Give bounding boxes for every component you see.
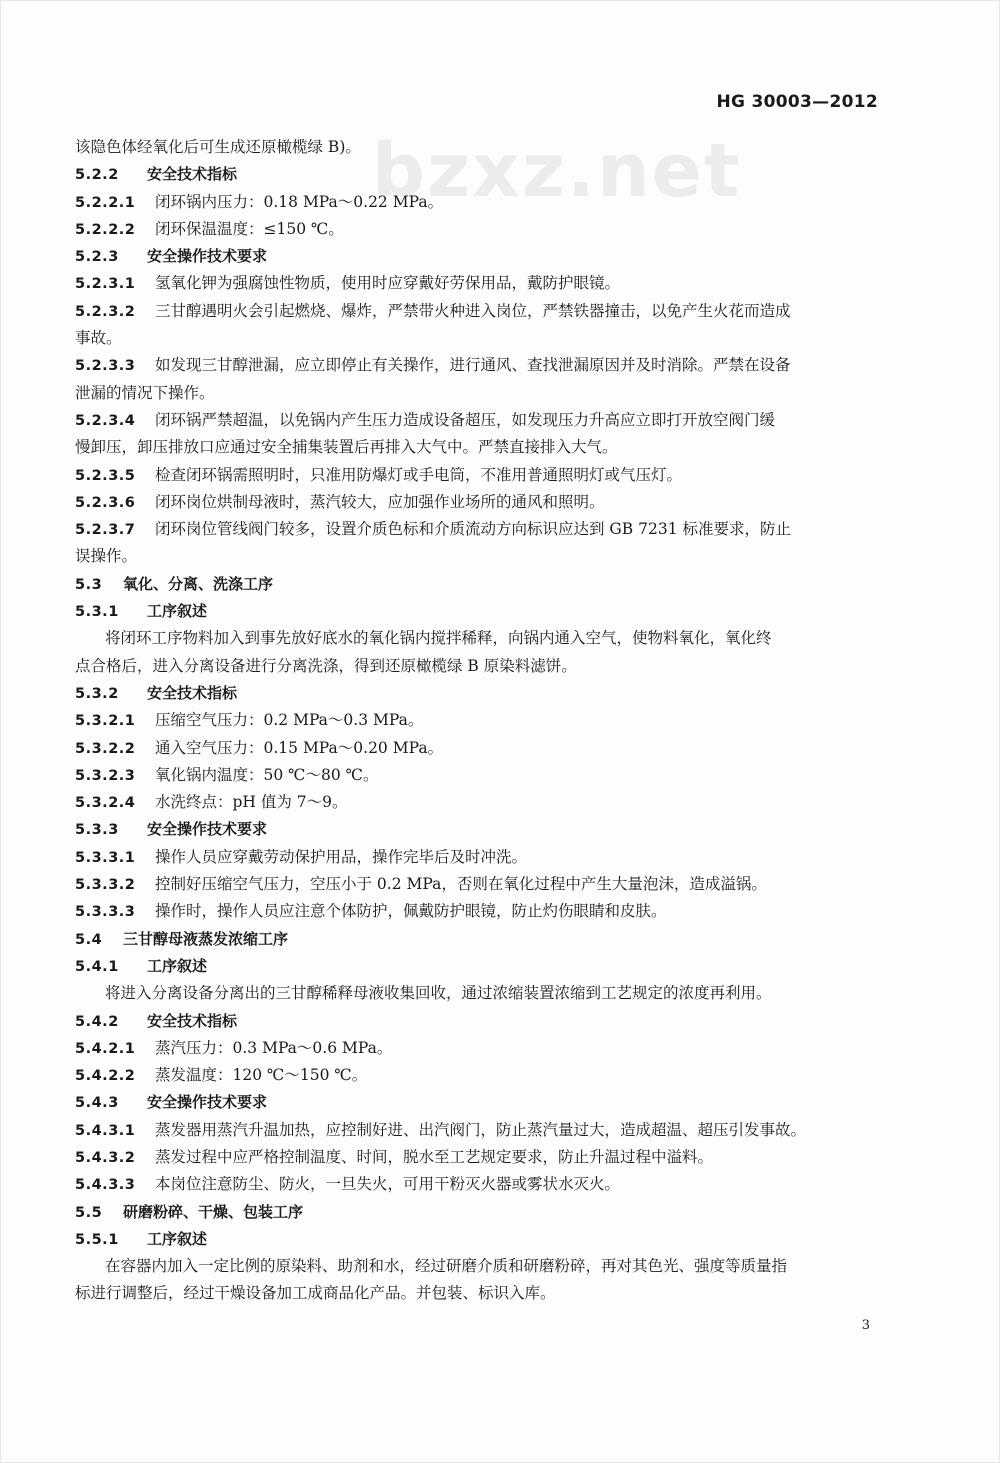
clause-line: 5.3.2.4 水洗终点：pH 值为 7～9。 bbox=[75, 789, 879, 816]
heading-text: 安全技术指标 bbox=[147, 165, 238, 184]
clause-line: 5.3.2.3 氧化锅内温度：50 ℃～80 ℃。 bbox=[75, 762, 879, 789]
clause-number: 5.2.3 bbox=[75, 249, 119, 266]
heading-text: 安全操作技术要求 bbox=[147, 247, 268, 266]
heading-text: 工序叙述 bbox=[147, 956, 208, 975]
clause-number: 5.3.3 bbox=[75, 822, 119, 839]
heading-text: 安全操作技术要求 bbox=[147, 1093, 268, 1112]
heading-text: 安全技术指标 bbox=[147, 1011, 238, 1030]
paragraph-line: 点合格后，进入分离设备进行分离洗涤，得到还原橄榄绿 B 原染料滤饼。 bbox=[75, 656, 577, 675]
paragraph-line: 该隐色体经氧化后可生成还原橄榄绿 B)。 bbox=[75, 138, 361, 156]
heading-text: 工序叙述 bbox=[147, 1229, 208, 1248]
clause-line: 5.3.2.2 通入空气压力：0.15 MPa～0.20 MPa。 bbox=[75, 735, 879, 762]
clause-line: 5.4.3.2 蒸发过程中应严格控制温度、时间，脱水至工艺规定要求，防止升温过程中溢料。 bbox=[75, 1144, 879, 1171]
clause-line: 5.3.3.3 操作时，操作人员应注意个体防护，佩戴防护眼镜，防止灼伤眼睛和皮肤。 bbox=[75, 898, 879, 925]
clause-line: 5.2.3.3 如发现三甘醇泄漏，应立即停止有关操作，进行通风、查找泄漏原因并及时消除。严禁在设备 bbox=[75, 352, 879, 379]
subsection-heading bbox=[75, 680, 879, 707]
section-heading bbox=[75, 1199, 879, 1226]
clause-number: 5.3.1 bbox=[75, 604, 119, 621]
clause-number: 5.3.3.1 bbox=[75, 849, 136, 866]
clause-number: 5.2.2.1 bbox=[75, 194, 136, 211]
section-number: 5.3 bbox=[75, 576, 103, 593]
clause-number: 5.3.2.3 bbox=[75, 767, 136, 784]
clause-line: 5.3.3.2 控制好压缩空气压力，空压小于 0.2 MPa，否则在氧化过程中产生大量泡沫，造成溢锅。 bbox=[75, 871, 879, 898]
paragraph-line: 将进入分离设备分离出的三甘醇稀释母液收集回收，通过浓缩装置浓缩到工艺规定的浓度再利用。 bbox=[105, 984, 772, 1003]
clause-number: 5.2.3.2 bbox=[75, 303, 136, 320]
subsection-heading bbox=[75, 1008, 879, 1035]
section-heading bbox=[75, 926, 879, 953]
paragraph-line: 泄漏的情况下操作。 bbox=[75, 383, 215, 402]
clause-line: 5.4.2.2 蒸发温度：120 ℃～150 ℃。 bbox=[75, 1062, 879, 1089]
clause-number: 5.4.3.2 bbox=[75, 1149, 136, 1166]
subsection-heading bbox=[75, 1089, 879, 1116]
paragraph-line: 慢卸压，卸压排放口应通过安全捕集装置后再排入大气中。严禁直接排入大气。 bbox=[75, 438, 618, 457]
clause-number: 5.5.1 bbox=[75, 1231, 119, 1248]
clause-number: 5.3.2.4 bbox=[75, 795, 136, 812]
clause-number: 5.2.2 bbox=[75, 167, 119, 184]
clause-number: 5.4.2 bbox=[75, 1013, 119, 1030]
clause-number: 5.2.3.5 bbox=[75, 467, 136, 484]
subsection-heading bbox=[75, 1226, 879, 1253]
paragraph-line: 在容器内加入一定比例的原染料、助剂和水，经过研磨介质和研磨粉碎，再对其色光、强度等质量指 bbox=[105, 1257, 788, 1276]
clause-number: 5.2.3.1 bbox=[75, 276, 136, 293]
clause-line: 5.3.2.1 压缩空气压力：0.2 MPa～0.3 MPa。 bbox=[75, 707, 879, 734]
clause-number: 5.2.3.6 bbox=[75, 494, 136, 511]
clause-line: 5.2.3.5 检查闭环锅需照明时，只准用防爆灯或手电筒，不准用普通照明灯或气压灯。 bbox=[75, 462, 879, 489]
clause-number: 5.4.2.1 bbox=[75, 1040, 136, 1057]
clause-line: 5.2.3.1 氢氧化钾为强腐蚀性物质，使用时应穿戴好劳保用品，戴防护眼镜。 bbox=[75, 270, 879, 297]
paragraph-line: 事故。 bbox=[75, 329, 122, 348]
subsection-heading bbox=[75, 816, 879, 843]
clause-line: 5.2.3.2 三甘醇遇明火会引起燃烧、爆炸，严禁带火种进入岗位，严禁铁器撞击，以免产生火花而造成 bbox=[75, 298, 879, 325]
clause-number: 5.4.2.2 bbox=[75, 1068, 136, 1085]
heading-text: 安全操作技术要求 bbox=[147, 820, 268, 839]
clause-number: 5.3.2.2 bbox=[75, 740, 136, 757]
clause-line: 5.2.2.1 闭环锅内压力：0.18 MPa～0.22 MPa。 bbox=[75, 189, 879, 216]
clause-line: 5.2.3.4 闭环锅严禁超温，以免锅内产生压力造成设备超压，如发现压力升高应立即打开放空阀门缓 bbox=[75, 407, 879, 434]
heading-text: 三甘醇母液蒸发浓缩工序 bbox=[123, 929, 289, 948]
clause-line: 5.4.3.3 本岗位注意防尘、防火，一旦失火，可用干粉灭火器或雾状水灭火。 bbox=[75, 1171, 879, 1198]
section-number: 5.5 bbox=[75, 1204, 103, 1221]
clause-line: 5.2.3.7 闭环岗位管线阀门较多，设置介质色标和介质流动方向标识应达到 GB 7231 标准要求，防止 bbox=[75, 516, 879, 543]
clause-number: 5.3.2 bbox=[75, 685, 119, 702]
clause-number: 5.4.3.3 bbox=[75, 1177, 136, 1194]
watermark: bzxz.net bbox=[372, 128, 742, 214]
clause-number: 5.2.3.3 bbox=[75, 358, 136, 375]
clause-number: 5.4.1 bbox=[75, 958, 119, 975]
section-number: 5.4 bbox=[75, 931, 103, 948]
clause-number: 5.3.3.3 bbox=[75, 904, 136, 921]
clause-number: 5.3.2.1 bbox=[75, 713, 136, 730]
clause-number: 5.2.3.7 bbox=[75, 522, 136, 539]
heading-text: 安全技术指标 bbox=[147, 683, 238, 702]
clause-line: 5.3.3.1 操作人员应穿戴劳动保护用品，操作完毕后及时冲洗。 bbox=[75, 844, 879, 871]
subsection-heading bbox=[75, 161, 879, 188]
document-body bbox=[75, 134, 879, 1308]
clause-number: 5.4.3.1 bbox=[75, 1122, 136, 1139]
clause-line: 5.2.2.2 闭环保温温度：≤150 ℃。 bbox=[75, 216, 879, 243]
paragraph-line: 误操作。 bbox=[75, 547, 138, 566]
heading-text: 工序叙述 bbox=[147, 602, 208, 621]
clause-number: 5.2.2.2 bbox=[75, 221, 136, 238]
clause-line: 5.4.2.1 蒸汽压力：0.3 MPa～0.6 MPa。 bbox=[75, 1035, 879, 1062]
standard-number: HG 30003—2012 bbox=[716, 92, 878, 112]
clause-line: 5.4.3.1 蒸发器用蒸汽升温加热，应控制好进、出汽阀门，防止蒸汽量过大，造成超温、超压引发事故。 bbox=[75, 1117, 879, 1144]
subsection-heading bbox=[75, 243, 879, 270]
clause-number: 5.4.3 bbox=[75, 1095, 119, 1112]
clause-number: 5.2.3.4 bbox=[75, 412, 136, 429]
paragraph-line: 标进行调整后，经过干燥设备加工成商品化产品。并包装、标识入库。 bbox=[75, 1284, 556, 1303]
paragraph-line: 将闭环工序物料加入到事先放好底水的氧化锅内搅拌稀释，向锅内通入空气，使物料氧化，氧化终 bbox=[105, 629, 772, 648]
subsection-heading bbox=[75, 598, 879, 625]
page-number: 3 bbox=[861, 1318, 870, 1333]
heading-text: 氧化、分离、洗涤工序 bbox=[123, 574, 274, 593]
clause-line: 5.2.3.6 闭环岗位烘制母液时，蒸汽较大，应加强作业场所的通风和照明。 bbox=[75, 489, 879, 516]
heading-text: 研磨粉碎、干燥、包装工序 bbox=[123, 1202, 304, 1221]
clause-number: 5.3.3.2 bbox=[75, 877, 136, 894]
section-heading bbox=[75, 571, 879, 598]
subsection-heading bbox=[75, 953, 879, 980]
